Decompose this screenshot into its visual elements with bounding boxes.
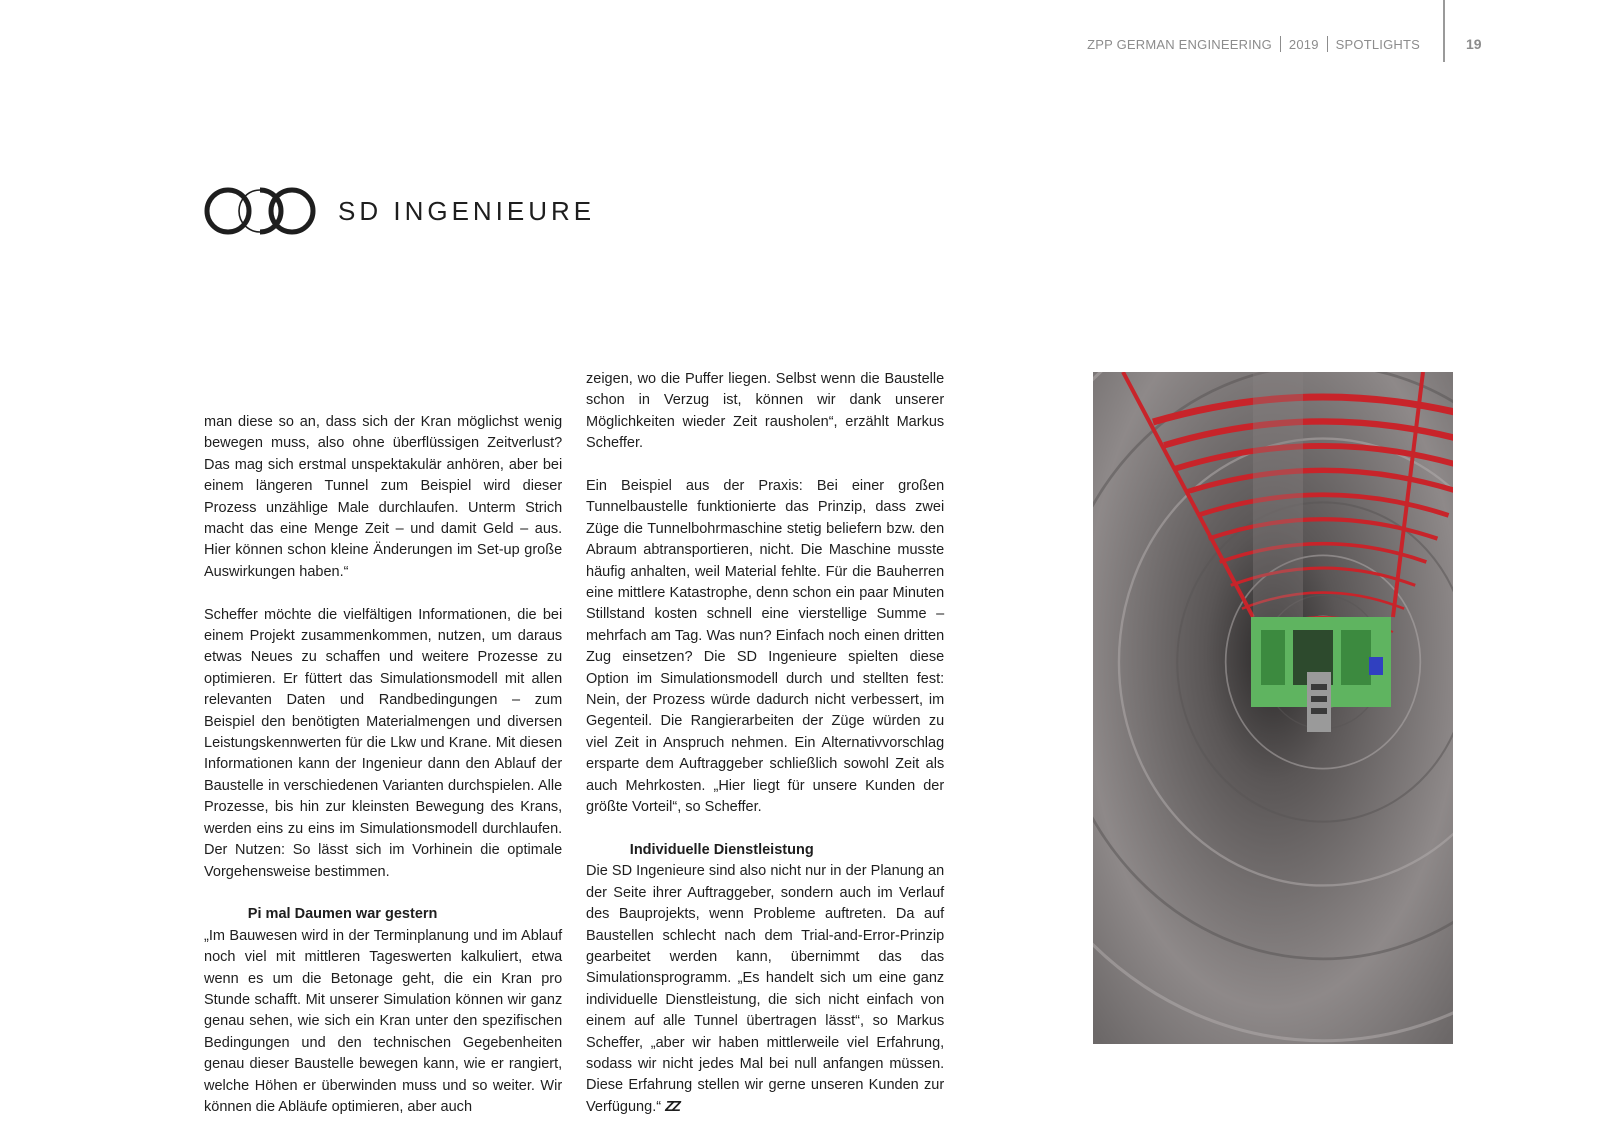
publication-name: ZPP GERMAN ENGINEERING [1087, 36, 1272, 52]
paragraph: man diese so an, dass sich der Kran möglichst wenig bewegen muss, also ohne überflüssigen Zeitverlust? Das mag sich erstmal unspektakulär anhören, aber bei einem längeren Tunnel zum Beispiel wird dieser Prozess unzählige Male durchlaufen. Unterm Strich macht das eine Menge Zeit – und damit Geld – aus. Hier können schon kleine Änderungen im Set-up große Auswirkungen haben.“ [204, 414, 563, 580]
running-header [1087, 36, 1420, 52]
paragraph: zeigen, wo die Puffer liegen. Selbst wenn die Baustelle schon in Verzug ist, können wir dank unserer Möglichkeiten wieder Zeit rausholen“, erzählt Markus Scheffer. [586, 371, 945, 452]
text-column-left [204, 412, 562, 1118]
paragraph [586, 861, 944, 1118]
company-name: SD INGENIEURE [338, 195, 596, 226]
header-vertical-rule [1443, 0, 1445, 62]
text-column-middle [586, 369, 944, 1118]
tunnel-render-image [1093, 372, 1453, 1044]
subheading: Individuelle Dienstleistung [629, 841, 814, 858]
header-divider [1280, 36, 1281, 52]
end-mark-icon: ZZ [665, 1098, 679, 1115]
header-divider [1327, 36, 1328, 52]
section-name: SPOTLIGHTS [1335, 36, 1420, 52]
page-number: 19 [1466, 36, 1482, 52]
paragraph: „Im Bauwesen wird in der Terminplanung und im Ablauf noch viel mit mittleren Tageswerten kalkuliert, etwa wenn es um die Betonage geht, die ein Kran pro Stunde schafft. Mit unserer Simulation können wir ganz genau sehen, wie sich ein Kran unter den spezifischen Bedingungen und den technischen Gegebenheiten genau dieser Baustelle bewegen kann, wie er rangiert, welche Höhen er überwinden muss und so weiter. Wir können die Abläufe optimieren, aber auch [204, 927, 563, 1115]
tunnel-illustration [1093, 372, 1453, 1044]
subheading: Pi mal Daumen war gestern [247, 906, 438, 923]
rings-logo-icon [204, 186, 316, 236]
paragraph: Scheffer möchte die vielfältigen Informationen, die bei einem Projekt zusammenkommen, nutzen, um daraus etwas Neues zu schaffen und weitere Prozesse zu optimieren. Er füttert das Simulationsmodell mit allen relevanten Daten und Randbedingungen – zum Beispiel den benötigten Materialmengen und diversen Leistungskennwerten für die Lkw und Krane. Mit diesen Informationen kann der Ingenieur dann den Ablauf der Baustelle in verschiedenen Varianten durchspielen. Alle Prozesse, bis hin zur kleinsten Bewegung des Krans, werden eins zu eins im Simulationsmodell durchlaufen. Der Nutzen: So lässt sich im Vorhinein die optimale Vorgehensweise bestimmen. [204, 606, 563, 880]
company-logo [204, 186, 595, 236]
paragraph-text: Die SD Ingenieure sind also nicht nur in der Planung an der Seite ihrer Auftraggeber, sondern auch im Verlauf des Bauprojekts, wenn Probleme auftreten. Da auf Baustellen schlecht nach dem Trial-and-Error-Prinzip gearbeitet werden kann, übernimmt das das Simulationsprogramm. „Es handelt sich um eine ganz individuelle Dienstleistung, die sich nicht einfach von einem auf alle Tunnel übertragen lässt“, so Markus Scheffer, „aber wir haben mittlerweile viel Erfahrung, sodass wir nicht jedes Mal bei null anfangen müssen. Diese Erfahrung stellen wir gerne unseren Kunden zur Verfügung.“ [586, 863, 945, 1115]
paragraph: Ein Beispiel aus der Praxis: Bei einer großen Tunnelbaustelle funktionierte das Prinzip, dass zwei Züge die Tunnelbohrmaschine stetig beliefern bzw. den Abraum abtransportieren, nicht. Die Maschine musste häufig anhalten, weil Material fehlte. Für die Bauherren eine mittlere Katastrophe, denn schon ein paar Minuten Stillstand kosten schnell eine vierstellige Summe – mehrfach am Tag. Was nun? Einfach noch einen dritten Zug einsetzen? Die SD Ingenieure spielten diese Option im Simulationsmodell durch und stellten fest: Nein, der Prozess würde dadurch nicht verbessert, im Gegenteil. Die Rangierarbeiten der Züge würden zu viel Zeit in Anspruch nehmen. Ein Alternativvorschlag ersparte dem Auftraggeber schließlich sowohl Zeit als auch Mehrkosten. „Hier liegt für unsere Kunden der größte Vorteil“, so Scheffer. [586, 478, 945, 816]
publication-year: 2019 [1288, 36, 1319, 52]
